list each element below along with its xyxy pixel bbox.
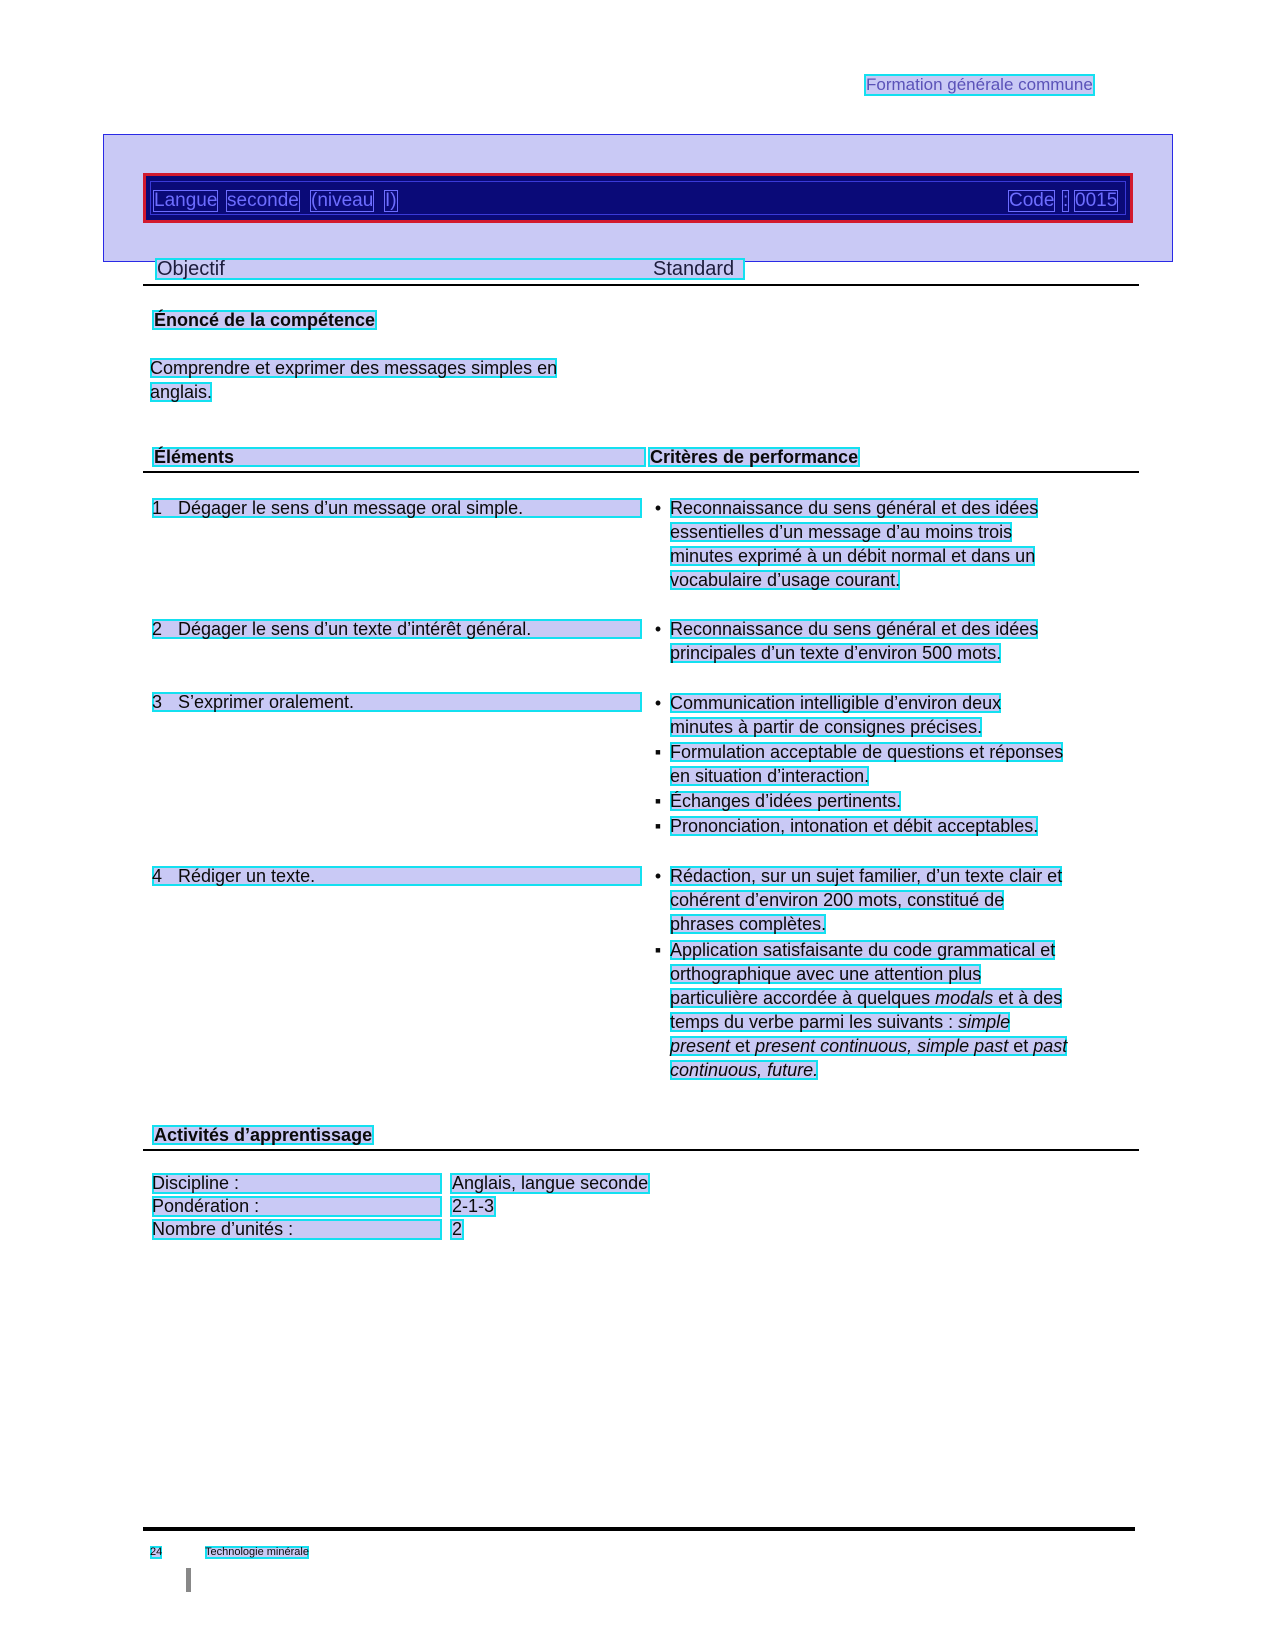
bullet-icon: ▪ — [654, 791, 662, 811]
standard-label: Standard — [653, 258, 735, 280]
critere-italic: present continuous, simple past — [755, 1036, 1009, 1056]
critere-item — [648, 496, 1128, 592]
table-header-rule — [143, 471, 1139, 473]
course-title-word: (niveau — [311, 190, 374, 211]
critere-line: Communication intelligible d’environ deux — [670, 693, 1002, 713]
critere-line: phrases complètes. — [670, 914, 827, 934]
criteres-header: Critères de performance — [650, 447, 859, 467]
critere-line — [670, 1012, 1010, 1032]
enonce-title: Énoncé de la compétence — [154, 310, 376, 330]
activites-title: Activités d’apprentissage — [154, 1125, 373, 1145]
discipline-value: Anglais, langue seconde — [452, 1173, 649, 1193]
critere-text: particulière accordée à quelques — [670, 988, 936, 1008]
bullet-icon: • — [654, 498, 662, 518]
element-row-2 — [152, 619, 642, 639]
bullet-icon: • — [654, 866, 662, 886]
enonce-text — [150, 356, 620, 404]
bullet-icon: ▪ — [654, 816, 662, 836]
enonce-line: anglais. — [150, 382, 213, 402]
course-title-word: Langue — [154, 190, 218, 211]
critere-text: et — [1008, 1036, 1034, 1056]
footer-page-number: 24 — [150, 1546, 163, 1558]
element-text: S’exprimer oralement. — [178, 692, 355, 712]
running-header: Formation générale commune — [866, 75, 1093, 94]
critere-line — [670, 988, 1062, 1008]
ponderation-label: Pondération : — [152, 1196, 442, 1217]
code-value: 0015 — [1075, 190, 1118, 211]
bullet-icon: ▪ — [654, 742, 662, 762]
footer-rule — [143, 1527, 1135, 1531]
critere-line: Application satisfaisante du code grammatical et — [670, 940, 1056, 960]
critere-item — [648, 789, 1128, 813]
course-title-word: I) — [385, 190, 397, 211]
critere-item — [648, 938, 1128, 1082]
footer-marker — [186, 1568, 191, 1592]
unites-value: 2 — [452, 1219, 463, 1239]
objectif-label: Objectif — [157, 258, 225, 280]
critere-italic: continuous, future. — [670, 1060, 819, 1080]
critere-line: Reconnaissance du sens général et des idées — [670, 498, 1039, 518]
footer-title: Technologie minérale — [205, 1546, 309, 1558]
element-number: 4 — [152, 866, 163, 886]
elements-header: Éléments — [152, 447, 646, 467]
element-row-1 — [152, 498, 642, 518]
critere-line: cohérent d’environ 200 mots, constitué de — [670, 890, 1005, 910]
bullet-icon: ▪ — [654, 940, 662, 960]
course-title-word: seconde — [227, 190, 299, 211]
critere-line: Formulation acceptable de questions et réponses — [670, 742, 1064, 762]
critere-text: temps du verbe parmi les suivants : — [670, 1012, 959, 1032]
element-row-4 — [152, 866, 642, 886]
critere-line: Échanges d’idées pertinents. — [670, 791, 902, 811]
objectif-standard-row — [155, 258, 745, 280]
unites-label: Nombre d’unités : — [152, 1219, 442, 1240]
element-text: Rédiger un texte. — [178, 866, 316, 886]
critere-item — [648, 864, 1128, 936]
critere-line: orthographique avec une attention plus — [670, 964, 982, 984]
element-number: 1 — [152, 498, 163, 518]
bullet-icon: • — [654, 693, 662, 713]
element-text: Dégager le sens d’un message oral simple. — [178, 498, 524, 518]
critere-line — [670, 1060, 818, 1080]
element-row-3 — [152, 692, 642, 712]
course-title-bar — [143, 173, 1133, 223]
critere-italic: simple — [958, 1012, 1011, 1032]
critere-line: minutes à partir de consignes précises. — [670, 717, 983, 737]
critere-text: et à des — [993, 988, 1063, 1008]
element-number: 2 — [152, 619, 163, 639]
critere-line: Reconnaissance du sens général et des idées — [670, 619, 1039, 639]
critere-line: vocabulaire d’usage courant. — [670, 570, 901, 590]
critere-italic: modals — [935, 988, 994, 1008]
critere-line: essentielles d’un message d’au moins trois — [670, 522, 1013, 542]
enonce-line: Comprendre et exprimer des messages simples en — [150, 358, 558, 378]
critere-item — [648, 740, 1128, 788]
discipline-label: Discipline : — [152, 1173, 442, 1194]
critere-line — [670, 1036, 1067, 1056]
ponderation-value: 2-1-3 — [452, 1196, 495, 1216]
critere-text: et — [730, 1036, 756, 1056]
element-number: 3 — [152, 692, 163, 712]
element-text: Dégager le sens d’un texte d’intérêt général. — [178, 619, 532, 639]
critere-line: principales d’un texte d’environ 500 mots. — [670, 643, 1002, 663]
code-separator: : — [1063, 190, 1069, 211]
critere-italic: past — [1033, 1036, 1068, 1056]
critere-item — [648, 617, 1128, 665]
activites-rule — [143, 1149, 1139, 1151]
critere-item — [648, 814, 1128, 838]
code-label: Code — [1009, 190, 1055, 211]
bullet-icon: • — [654, 619, 662, 639]
critere-line: minutes exprimé à un débit normal et dans un — [670, 546, 1036, 566]
critere-line: Rédaction, sur un sujet familier, d’un texte clair et — [670, 866, 1063, 886]
critere-line: en situation d’interaction. — [670, 766, 870, 786]
critere-item — [648, 691, 1128, 739]
critere-line: Prononciation, intonation et débit acceptables. — [670, 816, 1039, 836]
section-rule — [143, 284, 1139, 286]
critere-italic: present — [670, 1036, 731, 1056]
